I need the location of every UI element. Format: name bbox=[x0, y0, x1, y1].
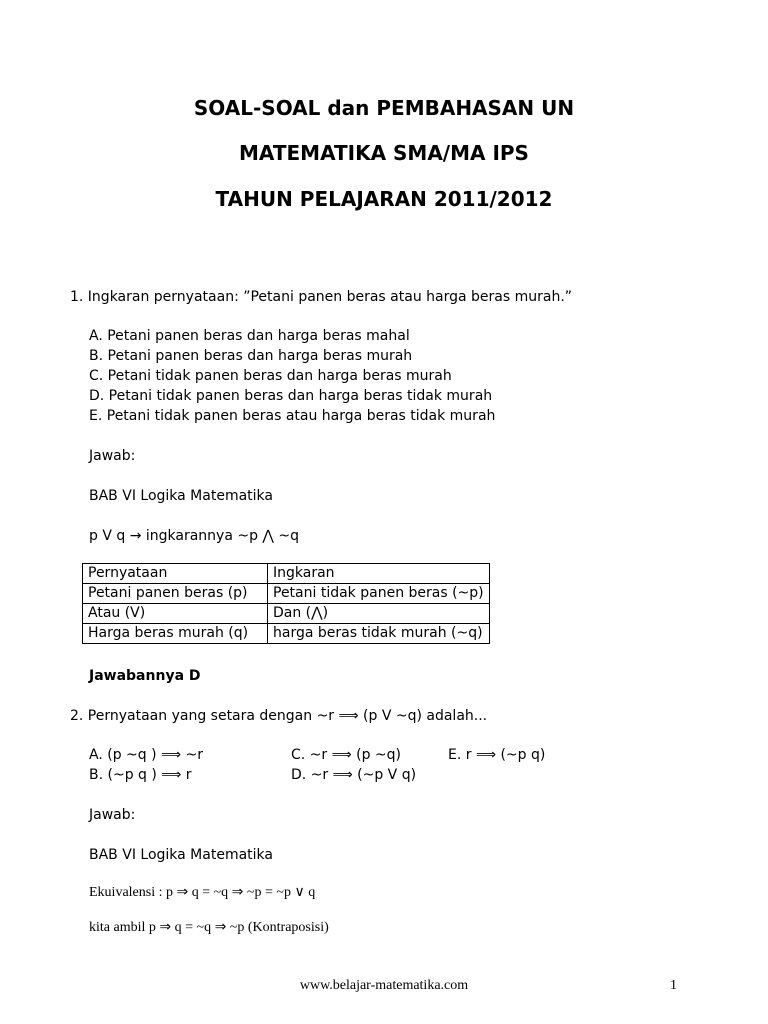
table-header-cell: Pernyataan bbox=[83, 564, 268, 584]
title-line-3: TAHUN PELAJARAN 2011/2012 bbox=[215, 187, 553, 211]
title-line-2: MATEMATIKA SMA/MA IPS bbox=[239, 141, 529, 165]
table-header-row bbox=[83, 564, 490, 584]
q1-option-a: A. Petani panen beras dan harga beras mahal bbox=[89, 328, 410, 344]
negation-table bbox=[82, 563, 490, 644]
table-cell: Dan (⋀) bbox=[268, 604, 490, 624]
question-2-text: 2. Pernyataan yang setara dengan ~r ⟹ (p V ~q) adalah... bbox=[70, 708, 488, 724]
table-row bbox=[83, 584, 490, 604]
table-cell: harga beras tidak murah (~q) bbox=[268, 624, 490, 644]
table-cell: Petani panen beras (p) bbox=[83, 584, 268, 604]
q2-option-e: E. r ⟹ (~p q) bbox=[448, 747, 546, 763]
table-row bbox=[83, 624, 490, 644]
q2-jawab-label: Jawab: bbox=[89, 807, 136, 823]
q2-option-c: C. ~r ⟹ (p ~q) bbox=[291, 747, 402, 763]
table-cell: Atau (V) bbox=[83, 604, 268, 624]
q2-kita-ambil: kita ambil p ⇒ q = ~q ⇒ ~p (Kontraposisi) bbox=[89, 920, 329, 935]
q2-option-b: B. (~p q ) ⟹ r bbox=[89, 767, 192, 783]
page-number: 1 bbox=[670, 978, 677, 993]
q2-option-d: D. ~r ⟹ (~p V q) bbox=[291, 767, 417, 783]
q1-option-d: D. Petani tidak panen beras dan harga beras tidak murah bbox=[89, 388, 493, 404]
q1-answer: Jawabannya D bbox=[89, 668, 201, 684]
q2-option-a: A. (p ~q ) ⟹ ~r bbox=[89, 747, 204, 763]
footer-url: www.belajar-matematika.com bbox=[299, 978, 469, 993]
q2-bab-heading: BAB VI Logika Matematika bbox=[89, 847, 273, 863]
q1-option-e: E. Petani tidak panen beras atau harga beras tidak murah bbox=[89, 408, 496, 424]
table-header-cell: Ingkaran bbox=[268, 564, 490, 584]
q2-ekuivalensi: Ekuivalensi : p ⇒ q = ~q ⇒ ~p = ~p ∨ q bbox=[89, 885, 316, 900]
q1-option-c: C. Petani tidak panen beras dan harga beras murah bbox=[89, 368, 452, 384]
title-line-1: SOAL-SOAL dan PEMBAHASAN UN bbox=[193, 96, 575, 120]
q1-jawab-label: Jawab: bbox=[89, 448, 136, 464]
question-1-text: 1. Ingkaran pernyataan: ”Petani panen beras atau harga beras murah.” bbox=[70, 289, 573, 305]
q1-negation-rule: p V q → ingkarannya ~p ⋀ ~q bbox=[89, 528, 299, 544]
q1-bab-heading: BAB VI Logika Matematika bbox=[89, 488, 273, 504]
table-row bbox=[83, 604, 490, 624]
table-cell: Petani tidak panen beras (~p) bbox=[268, 584, 490, 604]
table-cell: Harga beras murah (q) bbox=[83, 624, 268, 644]
q1-option-b: B. Petani panen beras dan harga beras murah bbox=[89, 348, 413, 364]
